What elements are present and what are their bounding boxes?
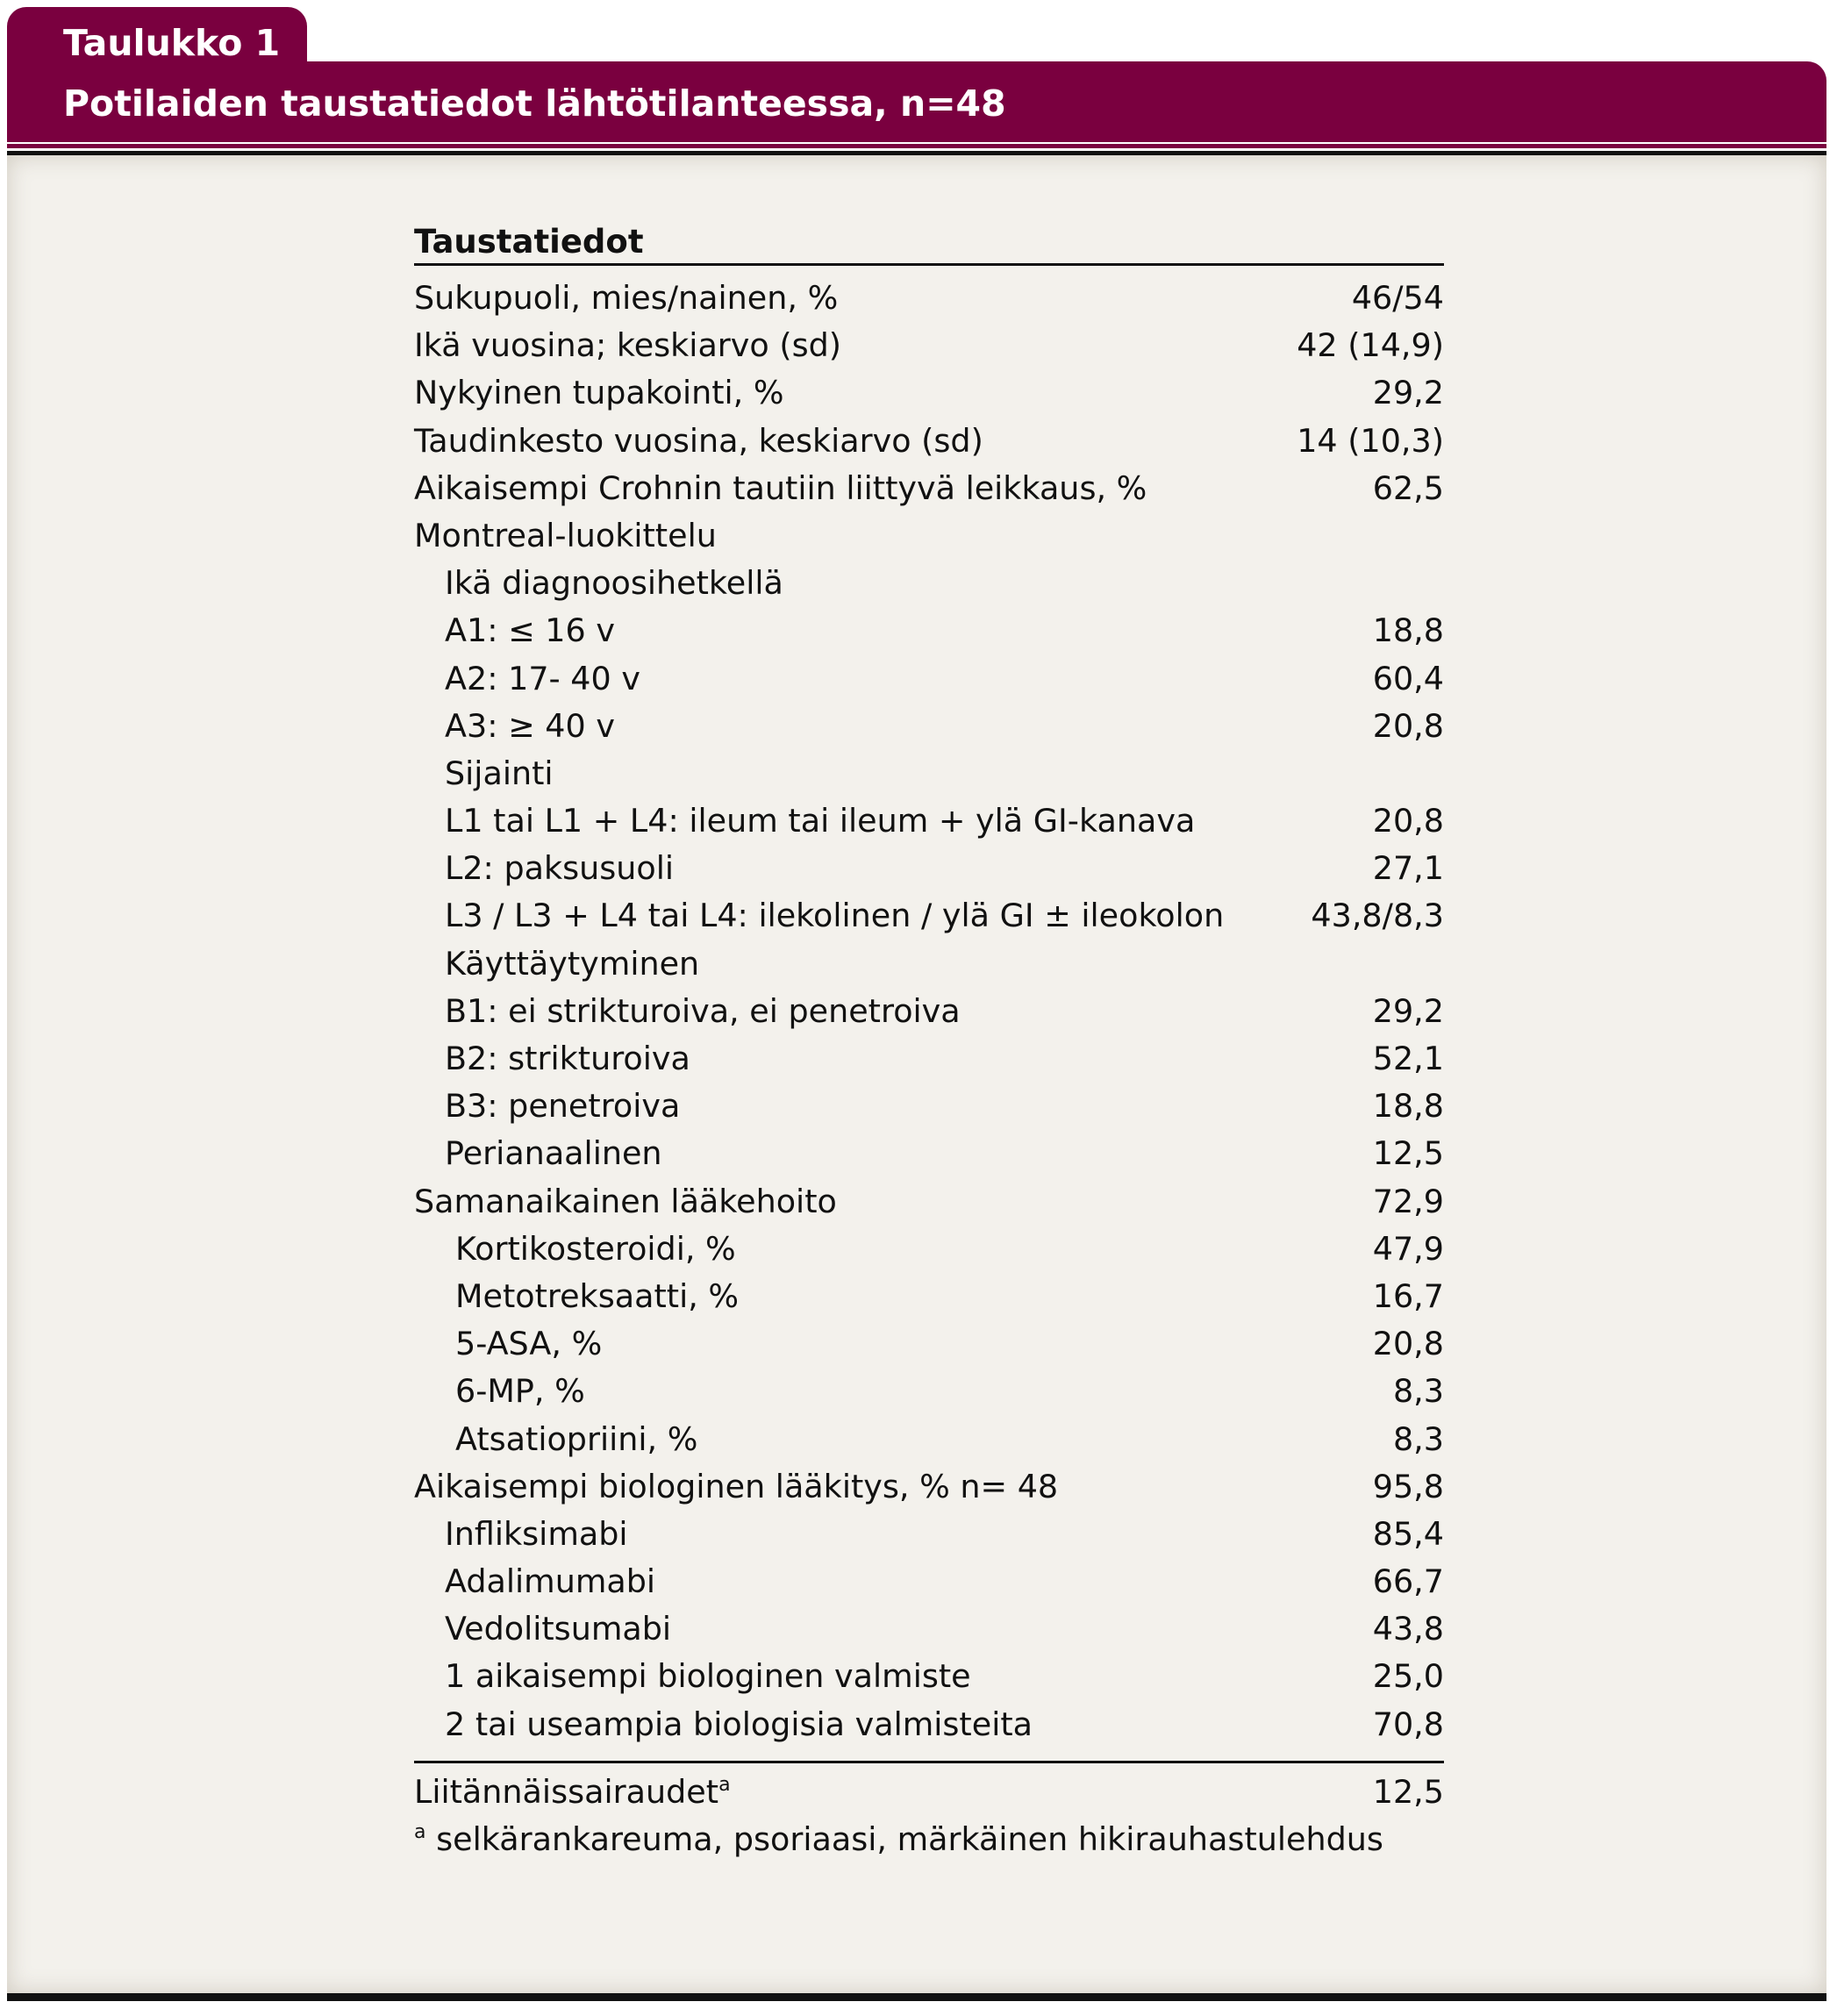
table-row <box>414 1320 1444 1368</box>
table-row <box>414 1368 1444 1415</box>
row-label: 2 tai useampia biologisia valmisteita <box>445 1705 1033 1743</box>
comorbidity-row <box>414 1769 1444 1818</box>
data-table <box>414 221 1444 1865</box>
row-label: Metotreksaatti, % <box>455 1276 740 1315</box>
row-label: A1: ≤ 16 v <box>445 611 615 650</box>
row-value: 62,5 <box>1372 468 1444 507</box>
row-value: 52,1 <box>1372 1040 1444 1077</box>
row-label: A3: ≥ 40 v <box>445 706 615 745</box>
footnote <box>414 1818 1444 1865</box>
table-row <box>414 1605 1444 1653</box>
row-value: 25,0 <box>1372 1657 1444 1696</box>
table-row <box>414 1083 1444 1130</box>
row-label: Perianaalinen <box>445 1134 662 1173</box>
row-value: 43,8 <box>1372 1610 1444 1648</box>
row-value: 18,8 <box>1372 1087 1444 1126</box>
row-label: 1 aikaisempi biologinen valmiste <box>445 1657 971 1696</box>
comorbidity-footnote-marker: a <box>718 1773 731 1796</box>
table-row <box>414 322 1444 369</box>
table-row <box>414 940 1444 988</box>
row-label: Infliksimabi <box>445 1514 628 1553</box>
row-value: 14 (10,3) <box>1297 421 1444 460</box>
bottom-rule <box>7 1993 1826 2001</box>
row-label: Aikaisempi Crohnin tautiin liittyvä leikkaus, % <box>414 468 1147 507</box>
row-value: 60,4 <box>1372 659 1444 697</box>
footnote-text: selkärankareuma, psoriaasi, märkäinen hikirauhastulehdus <box>436 1819 1383 1858</box>
row-label: B3: penetroiva <box>445 1087 681 1126</box>
row-value: 85,4 <box>1372 1514 1444 1553</box>
table-row <box>414 1463 1444 1511</box>
row-label: 5-ASA, % <box>455 1325 603 1363</box>
table-row <box>414 275 1444 322</box>
table-row <box>414 1178 1444 1226</box>
row-label: Vedolitsumabi <box>445 1610 672 1648</box>
row-label: Montreal-luokittelu <box>414 516 717 554</box>
table-row <box>414 892 1444 940</box>
row-label: Taudinkesto vuosina, keskiarvo (sd) <box>414 421 983 460</box>
table-label: Taulukko 1 <box>63 22 281 64</box>
table-row <box>414 703 1444 750</box>
row-label: Käyttäytyminen <box>445 944 700 983</box>
row-label: Ikä vuosina; keskiarvo (sd) <box>414 326 842 365</box>
row-value: 18,8 <box>1372 611 1444 650</box>
comorbidity-label <box>414 1769 731 1816</box>
table-row <box>414 1273 1444 1320</box>
table-row <box>414 418 1444 465</box>
table-row <box>414 1130 1444 1177</box>
row-label: Samanaikainen lääkehoito <box>414 1182 837 1220</box>
table-row <box>414 1035 1444 1083</box>
row-label: Adalimumabi <box>445 1562 656 1601</box>
table-row <box>414 607 1444 654</box>
table-row <box>414 797 1444 845</box>
footnote-marker: a <box>414 1820 426 1843</box>
row-label: Sijainti <box>445 754 554 792</box>
table-row <box>414 369 1444 417</box>
row-label: Atsatiopriini, % <box>455 1419 698 1458</box>
table-row <box>414 1511 1444 1558</box>
row-label: Aikaisempi biologinen lääkitys, % n= 48 <box>414 1467 1059 1505</box>
row-label: Kortikosteroidi, % <box>455 1229 736 1268</box>
row-label: L2: paksusuoli <box>445 849 675 888</box>
row-value: 70,8 <box>1372 1705 1444 1743</box>
row-value: 8,3 <box>1392 1419 1444 1458</box>
comorbidity-label-text: Liitännäissairaudet <box>414 1772 719 1811</box>
table-row <box>414 1653 1444 1700</box>
row-value: 95,8 <box>1372 1467 1444 1505</box>
row-label: B2: strikturoiva <box>445 1040 690 1077</box>
table-row <box>414 1226 1444 1273</box>
row-value: 8,3 <box>1392 1372 1444 1411</box>
table-body <box>414 275 1444 1748</box>
row-value: 29,2 <box>1372 991 1444 1030</box>
table-row <box>414 655 1444 703</box>
row-value: 43,8/8,3 <box>1311 897 1444 935</box>
row-value: 16,7 <box>1372 1276 1444 1315</box>
top-rule-accent <box>7 144 1826 148</box>
table-row <box>414 560 1444 607</box>
table-row <box>414 1558 1444 1605</box>
row-label: B1: ei strikturoiva, ei penetroiva <box>445 991 961 1030</box>
row-value: 20,8 <box>1372 706 1444 745</box>
row-label: 6-MP, % <box>455 1372 585 1411</box>
row-value: 20,8 <box>1372 1325 1444 1363</box>
table-row <box>414 750 1444 797</box>
row-value: 42 (14,9) <box>1297 326 1444 365</box>
table-divider <box>414 1761 1444 1763</box>
table-title: Potilaiden taustatiedot lähtötilanteessa, n=48 <box>63 82 1006 125</box>
row-value: 12,5 <box>1372 1134 1444 1173</box>
row-value: 27,1 <box>1372 849 1444 888</box>
table-row <box>414 512 1444 560</box>
table-row <box>414 1701 1444 1748</box>
row-value: 29,2 <box>1372 374 1444 412</box>
row-label: A2: 17- 40 v <box>445 659 640 697</box>
table-row <box>414 845 1444 892</box>
row-label: Nykyinen tupakointi, % <box>414 374 784 412</box>
row-value: 72,9 <box>1372 1182 1444 1220</box>
row-label: L3 / L3 + L4 tai L4: ilekolinen / ylä GI ± ileokolon <box>445 897 1225 935</box>
row-label: Ikä diagnoosihetkellä <box>445 564 783 603</box>
row-value: 47,9 <box>1372 1229 1444 1268</box>
row-value: 66,7 <box>1372 1562 1444 1601</box>
table-row <box>414 988 1444 1035</box>
table-row <box>414 465 1444 512</box>
row-label: Sukupuoli, mies/nainen, % <box>414 279 839 317</box>
row-value: 46/54 <box>1351 279 1444 317</box>
comorbidity-value: 12,5 <box>1372 1772 1444 1811</box>
table-heading: Taustatiedot <box>414 221 1444 266</box>
table-row <box>414 1416 1444 1463</box>
row-label: L1 tai L1 + L4: ileum tai ileum + ylä GI-kanava <box>445 802 1196 840</box>
row-value: 20,8 <box>1372 802 1444 840</box>
